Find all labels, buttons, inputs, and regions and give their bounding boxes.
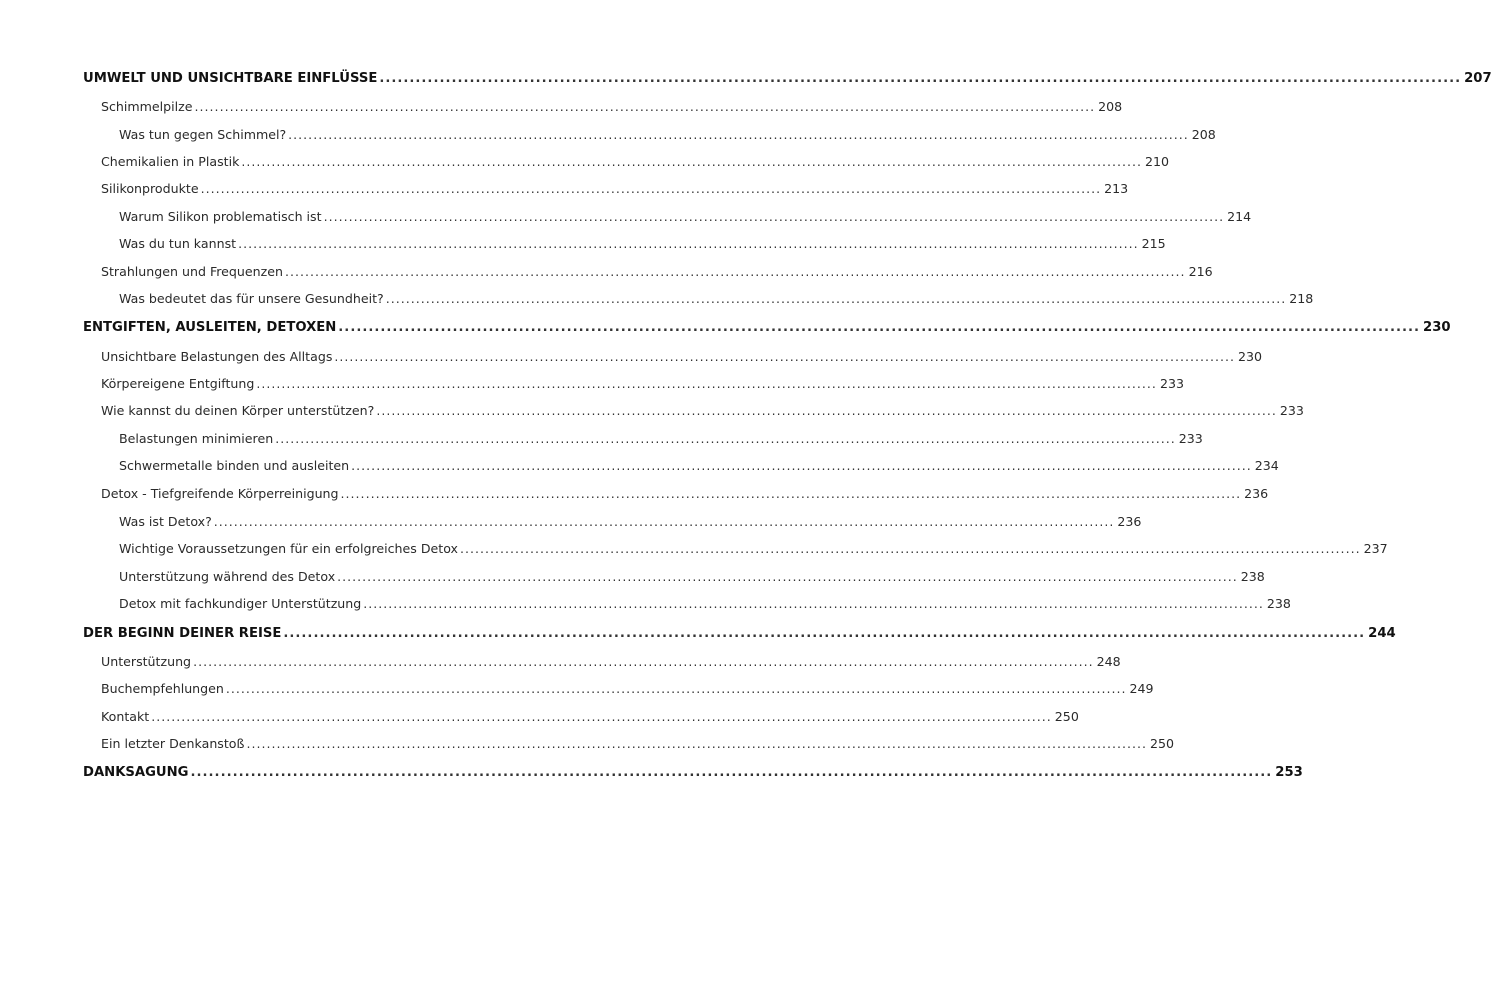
toc-subsection-belastungen-minimieren[interactable]	[119, 431, 1203, 446]
dot-leader: ....................................................................................................................................................................................	[225, 681, 1127, 696]
dot-leader: ....................................................................................................................................................................................	[284, 264, 1186, 279]
dot-leader: ....................................................................................................................................................................................	[256, 376, 1157, 391]
toc-subsection-unterstuetzung-detox[interactable]	[119, 569, 1265, 584]
toc-entry-title: Chemikalien in Plastik	[101, 154, 240, 169]
toc-page-number: 233	[1279, 403, 1304, 418]
dot-leader: ....................................................................................................................................................................................	[379, 71, 1462, 86]
toc-entry-title: Warum Silikon problematisch ist	[119, 209, 322, 224]
toc-section-kontakt[interactable]	[101, 709, 1079, 724]
toc-entry-title: DER BEGINN DEINER REISE	[83, 626, 282, 641]
dot-leader: ....................................................................................................................................................................................	[363, 596, 1264, 611]
toc-chapter-entgiften[interactable]	[83, 320, 1451, 335]
toc-entry-title: Unsichtbare Belastungen des Alltags	[101, 349, 333, 364]
dot-leader: ....................................................................................................................................................................................	[337, 569, 1238, 584]
toc-page-number: 230	[1237, 349, 1263, 364]
toc-subsection-was-bedeutet-das[interactable]	[119, 291, 1314, 306]
dot-leader: ....................................................................................................................................................................................	[238, 236, 1139, 251]
toc-section-detox-tiefgreifend[interactable]	[101, 486, 1269, 501]
toc-subsection-was-tun-gegen-schimmel[interactable]	[119, 127, 1216, 142]
toc-entry-title: Detox mit fachkundiger Unterstützung	[119, 596, 362, 611]
toc-section-silikonprodukte[interactable]	[101, 181, 1129, 196]
dot-leader: ....................................................................................................................................................................................	[323, 209, 1225, 224]
toc-entry-title: Was tun gegen Schimmel?	[119, 127, 287, 142]
toc-entry-title: Buchempfehlungen	[101, 681, 224, 696]
toc-subsection-detox-fachkundig[interactable]	[119, 596, 1291, 611]
toc-entry-title: Strahlungen und Frequenzen	[101, 264, 283, 279]
dot-leader: ....................................................................................................................................................................................	[151, 709, 1052, 724]
dot-leader: ....................................................................................................................................................................................	[246, 736, 1148, 751]
dot-leader: ....................................................................................................................................................................................	[275, 431, 1176, 446]
toc-page-number: 236	[1117, 514, 1142, 529]
toc-entry-title: Unterstützung	[101, 654, 192, 669]
toc-page-number: 208	[1191, 127, 1216, 142]
toc-subsection-was-ist-detox[interactable]	[119, 514, 1142, 529]
dot-leader: ....................................................................................................................................................................................	[340, 486, 1242, 501]
toc-entry-title: Ein letzter Denkanstoß	[101, 736, 245, 751]
dot-leader: ....................................................................................................................................................................................	[376, 403, 1277, 418]
toc-section-buchempfehlungen[interactable]	[101, 681, 1154, 696]
dot-leader: ....................................................................................................................................................................................	[194, 99, 1096, 114]
toc-section-unsichtbare-belastungen[interactable]	[101, 349, 1263, 364]
toc-entry-title: Wichtige Voraussetzungen für ein erfolgreiches Detox	[119, 541, 458, 556]
toc-page-number: 238	[1240, 569, 1265, 584]
toc-page-number: 237	[1363, 541, 1388, 556]
dot-leader: ....................................................................................................................................................................................	[213, 514, 1115, 529]
toc-page-number: 207	[1464, 71, 1492, 86]
toc-page-number: 236	[1244, 486, 1269, 501]
toc-entry-title: Belastungen minimieren	[119, 431, 274, 446]
toc-subsection-was-du-tun-kannst[interactable]	[119, 236, 1166, 251]
toc-page-number: 250	[1054, 709, 1079, 724]
dot-leader: ....................................................................................................................................................................................	[351, 458, 1252, 473]
toc-page-number: 233	[1159, 376, 1184, 391]
toc-section-chemikalien-in-plastik[interactable]	[101, 154, 1170, 169]
toc-page-number: 215	[1141, 236, 1166, 251]
toc-entry-title: Wie kannst du deinen Körper unterstützen?	[101, 403, 375, 418]
toc-section-wie-kannst-du[interactable]	[101, 403, 1304, 418]
toc-entry-title: Schimmelpilze	[101, 99, 193, 114]
toc-page-number: 208	[1098, 99, 1123, 114]
toc-page-number: 210	[1144, 154, 1170, 169]
dot-leader: ....................................................................................................................................................................................	[283, 626, 1366, 641]
toc-entry-title: Körpereigene Entgiftung	[101, 376, 255, 391]
dot-leader: ....................................................................................................................................................................................	[193, 654, 1094, 669]
toc-entry-title: Schwermetalle binden und ausleiten	[119, 458, 350, 473]
dot-leader: ....................................................................................................................................................................................	[190, 765, 1273, 780]
toc-section-strahlungen[interactable]	[101, 264, 1213, 279]
toc-section-unterstuetzung[interactable]	[101, 654, 1121, 669]
toc-page-number: 249	[1129, 681, 1154, 696]
dot-leader: ....................................................................................................................................................................................	[334, 349, 1235, 364]
toc-subsection-voraussetzungen[interactable]	[119, 541, 1388, 556]
toc-section-schimmelpilze[interactable]	[101, 99, 1123, 114]
toc-entry-title: Kontakt	[101, 709, 150, 724]
toc-page-number: 213	[1104, 181, 1129, 196]
toc-entry-title: DANKSAGUNG	[83, 765, 189, 780]
toc-page-number: 244	[1368, 626, 1396, 641]
toc-subsection-warum-silikon[interactable]	[119, 209, 1252, 224]
toc-entry-title: UMWELT UND UNSICHTBARE EINFLÜSSE	[83, 71, 378, 86]
toc-page-number: 230	[1423, 320, 1451, 335]
toc-section-koerpereigene-entgiftung[interactable]	[101, 376, 1184, 391]
toc-chapter-umwelt[interactable]	[83, 71, 1492, 86]
toc-chapter-der-beginn[interactable]	[83, 626, 1396, 641]
toc-page-number: 238	[1266, 596, 1291, 611]
toc-entry-title: Was du tun kannst	[119, 236, 237, 251]
toc-page-number: 218	[1289, 291, 1314, 306]
toc-subsection-schwermetalle[interactable]	[119, 458, 1279, 473]
toc-page-number: 216	[1188, 264, 1213, 279]
dot-leader: ....................................................................................................................................................................................	[241, 154, 1142, 169]
dot-leader: ....................................................................................................................................................................................	[460, 541, 1361, 556]
toc-page-number: 250	[1150, 736, 1175, 751]
toc-entry-title: Unterstützung während des Detox	[119, 569, 336, 584]
toc-entry-title: Detox - Tiefgreifende Körperreinigung	[101, 486, 339, 501]
dot-leader: ....................................................................................................................................................................................	[288, 127, 1189, 142]
dot-leader: ....................................................................................................................................................................................	[385, 291, 1287, 306]
dot-leader: ....................................................................................................................................................................................	[200, 181, 1102, 196]
toc-entry-title: ENTGIFTEN, AUSLEITEN, DETOXEN	[83, 320, 337, 335]
toc-page-number: 214	[1227, 209, 1252, 224]
toc-page-number: 253	[1275, 765, 1303, 780]
toc-entry-title: Was ist Detox?	[119, 514, 212, 529]
toc-page-number: 248	[1096, 654, 1121, 669]
dot-leader: ....................................................................................................................................................................................	[338, 320, 1421, 335]
toc-entry-title: Silikonprodukte	[101, 181, 199, 196]
toc-page-number: 233	[1178, 431, 1203, 446]
toc-section-ein-letzter-denkanstoss[interactable]	[101, 736, 1175, 751]
toc-page-number: 234	[1254, 458, 1279, 473]
toc-chapter-danksagung[interactable]	[83, 765, 1303, 780]
toc-entry-title: Was bedeutet das für unsere Gesundheit?	[119, 291, 384, 306]
